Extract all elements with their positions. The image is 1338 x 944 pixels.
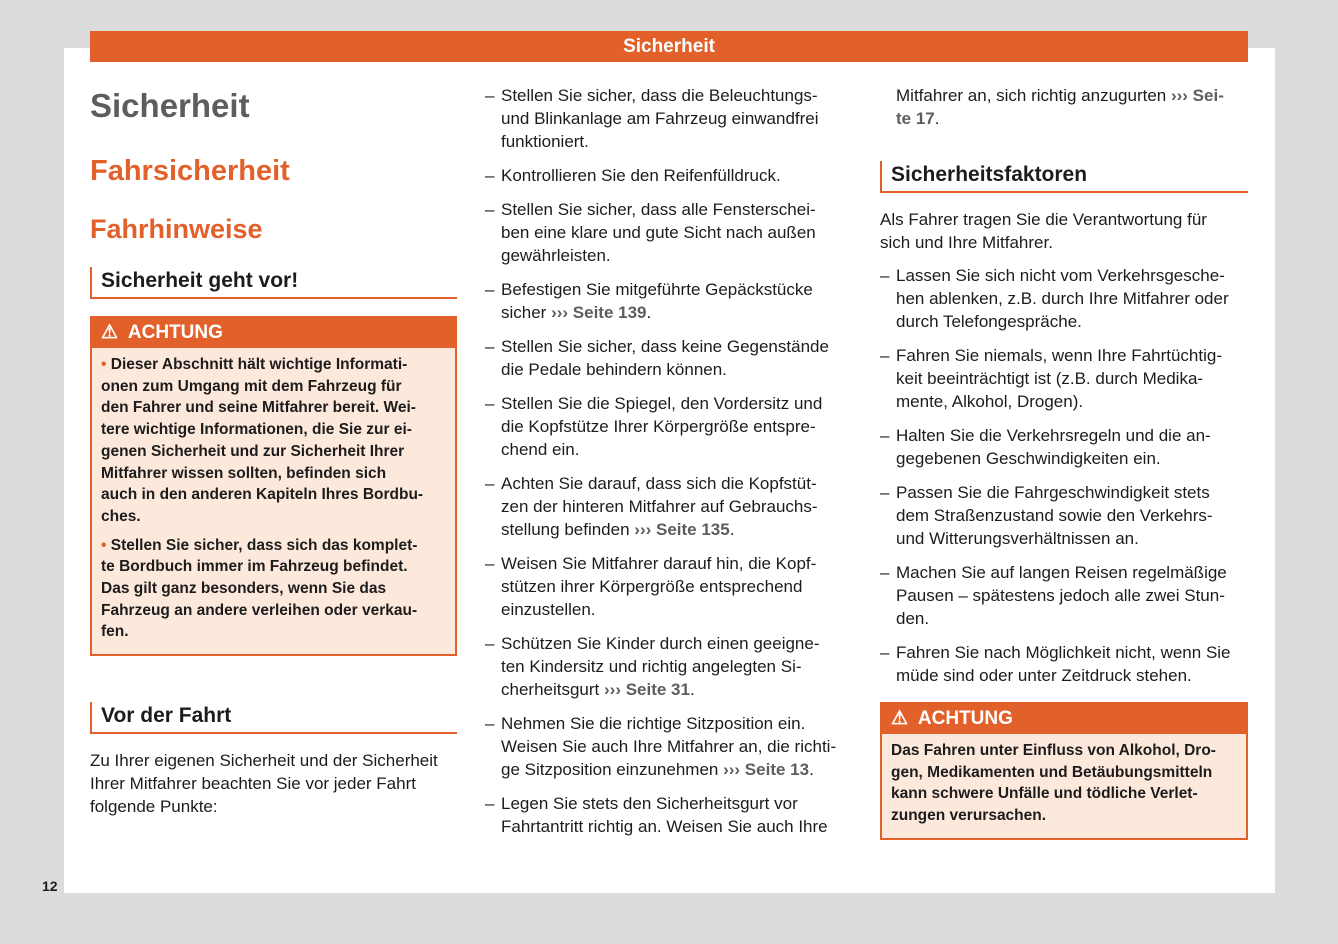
section-title: Fahrsicherheit	[90, 155, 290, 187]
warning-box	[880, 702, 1248, 840]
page-link[interactable]: ››› Seite 135	[634, 520, 730, 539]
column-3	[880, 84, 1248, 840]
page-link[interactable]: ››› Sei- te 17	[896, 86, 1224, 128]
warning-title: ACHTUNG	[127, 322, 223, 343]
list-item: – Stellen Sie die Spiegel, den Vordersitz und die Kopfstütze Ihrer Körpergröße entspre- chend ein.	[485, 392, 853, 461]
warning-item: • Dieser Abschnitt hält wichtige Informati- onen zum Umgang mit dem Fahrzeug für den Fahrer und seine Mitfahrer bereit. Wei- tere wichtige Informationen, die Sie zur ei- genen Sicherheit und zur Sicherheit Ihrer Mitfahrer wissen sollten, befinden sich auch in den anderen Kapiteln Ihres Bordbu- ches.	[101, 356, 424, 525]
warning-header	[92, 318, 455, 348]
factor-list	[880, 264, 1248, 687]
list-item: – Kontrollieren Sie den Reifenfülldruck.	[485, 164, 853, 187]
page-number: 12	[42, 878, 58, 894]
list-item: – Achten Sie darauf, dass sich die Kopfstüt- zen der hinteren Mitfahrer auf Gebrauchs- stellung befinden ››› Seite 135.	[485, 472, 853, 541]
warning-title: ACHTUNG	[917, 708, 1013, 729]
list-item: – Weisen Sie Mitfahrer darauf hin, die Kopf- stützen ihrer Körpergröße entsprechend einzustellen.	[485, 552, 853, 621]
list-item: – Fahren Sie nach Möglichkeit nicht, wenn Sie müde sind oder unter Zeitdruck stehen.	[880, 641, 1248, 687]
list-item: – Passen Sie die Fahrgeschwindigkeit stets dem Straßenzustand sowie den Verkehrs- und Witterungsverhältnissen an.	[880, 481, 1248, 550]
list-item: – Schützen Sie Kinder durch einen geeigne- ten Kindersitz und richtig angelegten Si- cherheitsgurt ››› Seite 31.	[485, 632, 853, 701]
page-link[interactable]: ››› Seite 139	[551, 303, 647, 322]
warning-item: • Stellen Sie sicher, dass sich das komplet- te Bordbuch immer im Fahrzeug befindet. Das gilt ganz besonders, wenn Sie das Fahrzeug an andere verleihen oder verkau- fen.	[101, 536, 418, 641]
checklist	[485, 84, 853, 838]
warning-header	[882, 704, 1246, 734]
page-link[interactable]: ››› Seite 31	[604, 680, 690, 699]
list-item: – Stellen Sie sicher, dass die Beleuchtungs- und Blinkanlage am Fahrzeug einwandfrei funktioniert.	[485, 84, 853, 153]
list-item: – Befestigen Sie mitgeführte Gepäckstücke sicher ››› Seite 139.	[485, 278, 853, 324]
subsection-title: Fahrhinweise	[90, 214, 263, 244]
intro-paragraph: Als Fahrer tragen Sie die Verantwortung für sich und Ihre Mitfahrer.	[880, 210, 1207, 252]
continued-item: Mitfahrer an, sich richtig anzugurten ››› Sei- te 17.	[896, 86, 1224, 128]
page-link[interactable]: ››› Seite 13	[723, 760, 810, 779]
heading-sicherheitsfaktoren: Sicherheitsfaktoren	[880, 161, 1248, 193]
list-item: – Legen Sie stets den Sicherheitsgurt vor Fahrtantritt richtig an. Weisen Sie auch Ihre	[485, 792, 853, 838]
column-2	[485, 84, 853, 849]
list-item: – Machen Sie auf langen Reisen regelmäßige Pausen – spätestens jedoch alle zwei Stun- den.	[880, 561, 1248, 630]
warning-triangle-icon: ⚠	[101, 322, 119, 343]
warning-triangle-icon: ⚠	[891, 708, 909, 729]
list-item: – Fahren Sie niemals, wenn Ihre Fahrtüchtig- keit beeinträchtigt ist (z.B. durch Medika- mente, Alkohol, Drogen).	[880, 344, 1248, 413]
list-item: – Halten Sie die Verkehrsregeln und die an- gegebenen Geschwindigkeiten ein.	[880, 424, 1248, 470]
warning-text: Das Fahren unter Einfluss von Alkohol, Dro- gen, Medikamenten und Betäubungsmitteln kann schwere Unfälle und tödliche Verlet- zungen verursachen.	[891, 742, 1216, 825]
column-1	[90, 84, 457, 818]
heading-vor-der-fahrt: Vor der Fahrt	[90, 702, 457, 734]
bullet-icon: •	[101, 536, 107, 554]
chapter-header-bar: Sicherheit	[90, 31, 1248, 62]
chapter-title: Sicherheit	[90, 87, 250, 124]
list-item: – Stellen Sie sicher, dass alle Fensterschei- ben eine klare und gute Sicht nach außen gewährleisten.	[485, 198, 853, 267]
warning-box	[90, 316, 457, 656]
list-item: – Stellen Sie sicher, dass keine Gegenstände die Pedale behindern können.	[485, 335, 853, 381]
list-item: – Lassen Sie sich nicht vom Verkehrsgesche- hen ablenken, z.B. durch Ihre Mitfahrer oder durch Telefongespräche.	[880, 264, 1248, 333]
intro-paragraph: Zu Ihrer eigenen Sicherheit und der Sicherheit Ihrer Mitfahrer beachten Sie vor jeder Fahrt folgende Punkte:	[90, 751, 438, 817]
heading-sicherheit-geht-vor: Sicherheit geht vor!	[90, 267, 457, 299]
list-item: – Nehmen Sie die richtige Sitzposition ein. Weisen Sie auch Ihre Mitfahrer an, die richti- ge Sitzposition einzunehmen ››› Seite 13.	[485, 712, 853, 781]
bullet-icon: •	[101, 356, 107, 373]
